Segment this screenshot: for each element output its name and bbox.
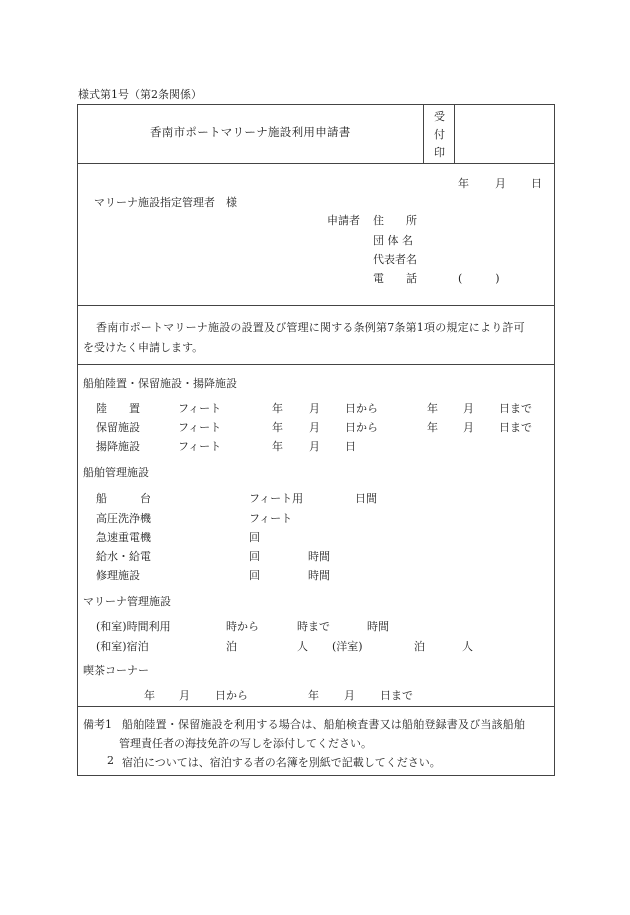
cafe-year2: 年 <box>308 689 319 702</box>
row-repair-name: 修理施設 <box>96 569 140 582</box>
row-repair-extra: 時間 <box>308 569 330 582</box>
notes-label: 備考1 <box>83 718 112 731</box>
row-yoko-name: 揚降施設 <box>96 440 140 453</box>
row-washer-unit: フィート <box>249 512 293 525</box>
row-hourly-until: 時まで <box>297 620 330 633</box>
note2-text: 宿泊については、宿泊する者の名簿を別紙で記載してください。 <box>122 756 441 769</box>
stamp-char-1: 受 <box>434 110 445 123</box>
row-charger-name: 急速重電機 <box>96 531 151 544</box>
row-funadai-extra: 日間 <box>355 492 377 505</box>
row-charger-unit: 回 <box>249 531 260 544</box>
row-rikuchi-month2: 月 <box>463 402 474 415</box>
stamp-cell-left <box>423 105 424 163</box>
note1-line1: 船舶陸置・保留施設を利用する場合は、船舶検査書又は船舶登録書及び当該船舶 <box>122 718 526 731</box>
row-rikuchi-month: 月 <box>309 402 320 415</box>
row-rikuchi-name: 陸 置 <box>96 402 140 415</box>
row-yoko-day: 日 <box>345 440 356 453</box>
row-hourly-hours: 時間 <box>367 620 389 633</box>
row-stay-western: (洋室) <box>332 640 363 653</box>
form-title: 香南市ポートマリーナ施設利用申請書 <box>150 125 351 139</box>
cafe-from: 日から <box>215 689 248 702</box>
note1-line2: 管理責任者の海技免許の写しを添付してください。 <box>119 737 372 750</box>
date-year: 年 <box>458 177 469 190</box>
section4-heading: 喫茶コーナー <box>83 664 149 677</box>
row-repair-unit: 回 <box>249 569 260 582</box>
row-hourly-from: 時から <box>226 620 259 633</box>
stamp-cell-right <box>454 105 455 163</box>
title-divider <box>78 163 554 164</box>
row-stay-name: (和室)宿泊 <box>96 640 149 653</box>
statement-divider <box>78 364 554 365</box>
row-rikuchi-year: 年 <box>272 402 283 415</box>
row-rikuchi-unit: フィート <box>178 402 222 415</box>
row-rikuchi-year2: 年 <box>427 402 438 415</box>
cafe-month: 月 <box>179 689 190 702</box>
phone-label: 電 話 <box>373 272 417 285</box>
section2-heading: 船舶管理施設 <box>83 466 149 479</box>
section1-heading: 船舶陸置・保留施設・揚降施設 <box>83 377 237 390</box>
row-water-name: 給水・給電 <box>96 550 151 563</box>
row-horyu-month: 月 <box>309 421 320 434</box>
row-horyu-year2: 年 <box>427 421 438 434</box>
section3-heading: マリーナ管理施設 <box>83 595 171 608</box>
row-stay-nights2: 泊 <box>414 640 425 653</box>
address-label: 住 所 <box>373 214 417 227</box>
row-washer-name: 高圧洗浄機 <box>96 512 151 525</box>
row-rikuchi-from: 日から <box>345 402 378 415</box>
row-funadai-unit: フィート用 <box>249 492 304 505</box>
cafe-month2: 月 <box>344 689 355 702</box>
row-rikuchi-until: 日まで <box>499 402 532 415</box>
organization-label: 団 体 名 <box>373 234 413 247</box>
stamp-char-2: 付 <box>434 128 445 141</box>
row-yoko-month: 月 <box>309 440 320 453</box>
row-horyu-name: 保留施設 <box>96 421 140 434</box>
row-horyu-until: 日まで <box>499 421 532 434</box>
statement-line-2: を受けたく申請します。 <box>83 341 204 354</box>
row-yoko-unit: フィート <box>178 440 222 453</box>
row-yoko-year: 年 <box>272 440 283 453</box>
cafe-until: 日まで <box>380 689 413 702</box>
form-number: 様式第1号（第2条関係） <box>78 88 202 101</box>
row-funadai-name: 船 台 <box>96 492 151 505</box>
stamp-char-3: 印 <box>434 146 445 159</box>
row-horyu-year: 年 <box>272 421 283 434</box>
row-stay-people: 人 <box>297 640 308 653</box>
row-stay-nights: 泊 <box>226 640 237 653</box>
applicant-label: 申請者 <box>327 214 360 227</box>
cafe-year: 年 <box>144 689 155 702</box>
application-form <box>77 104 555 776</box>
addressee: マリーナ施設指定管理者 様 <box>94 196 237 209</box>
row-horyu-unit: フィート <box>178 421 222 434</box>
representative-label: 代表者名 <box>373 253 417 266</box>
applicant-divider <box>78 305 554 306</box>
row-water-unit: 回 <box>249 550 260 563</box>
statement-line-1: 香南市ポートマリーナ施設の設置及び管理に関する条例第7条第1項の規定により許可 <box>96 321 525 334</box>
phone-parens: ( ) <box>458 272 500 285</box>
row-horyu-from: 日から <box>345 421 378 434</box>
row-horyu-month2: 月 <box>463 421 474 434</box>
date-month: 月 <box>495 177 506 190</box>
row-hourly-name: (和室)時間利用 <box>96 620 171 633</box>
note2-number: 2 <box>107 754 114 767</box>
row-stay-people2: 人 <box>462 640 473 653</box>
row-water-extra: 時間 <box>308 550 330 563</box>
notes-divider <box>78 706 554 707</box>
date-day: 日 <box>531 177 542 190</box>
